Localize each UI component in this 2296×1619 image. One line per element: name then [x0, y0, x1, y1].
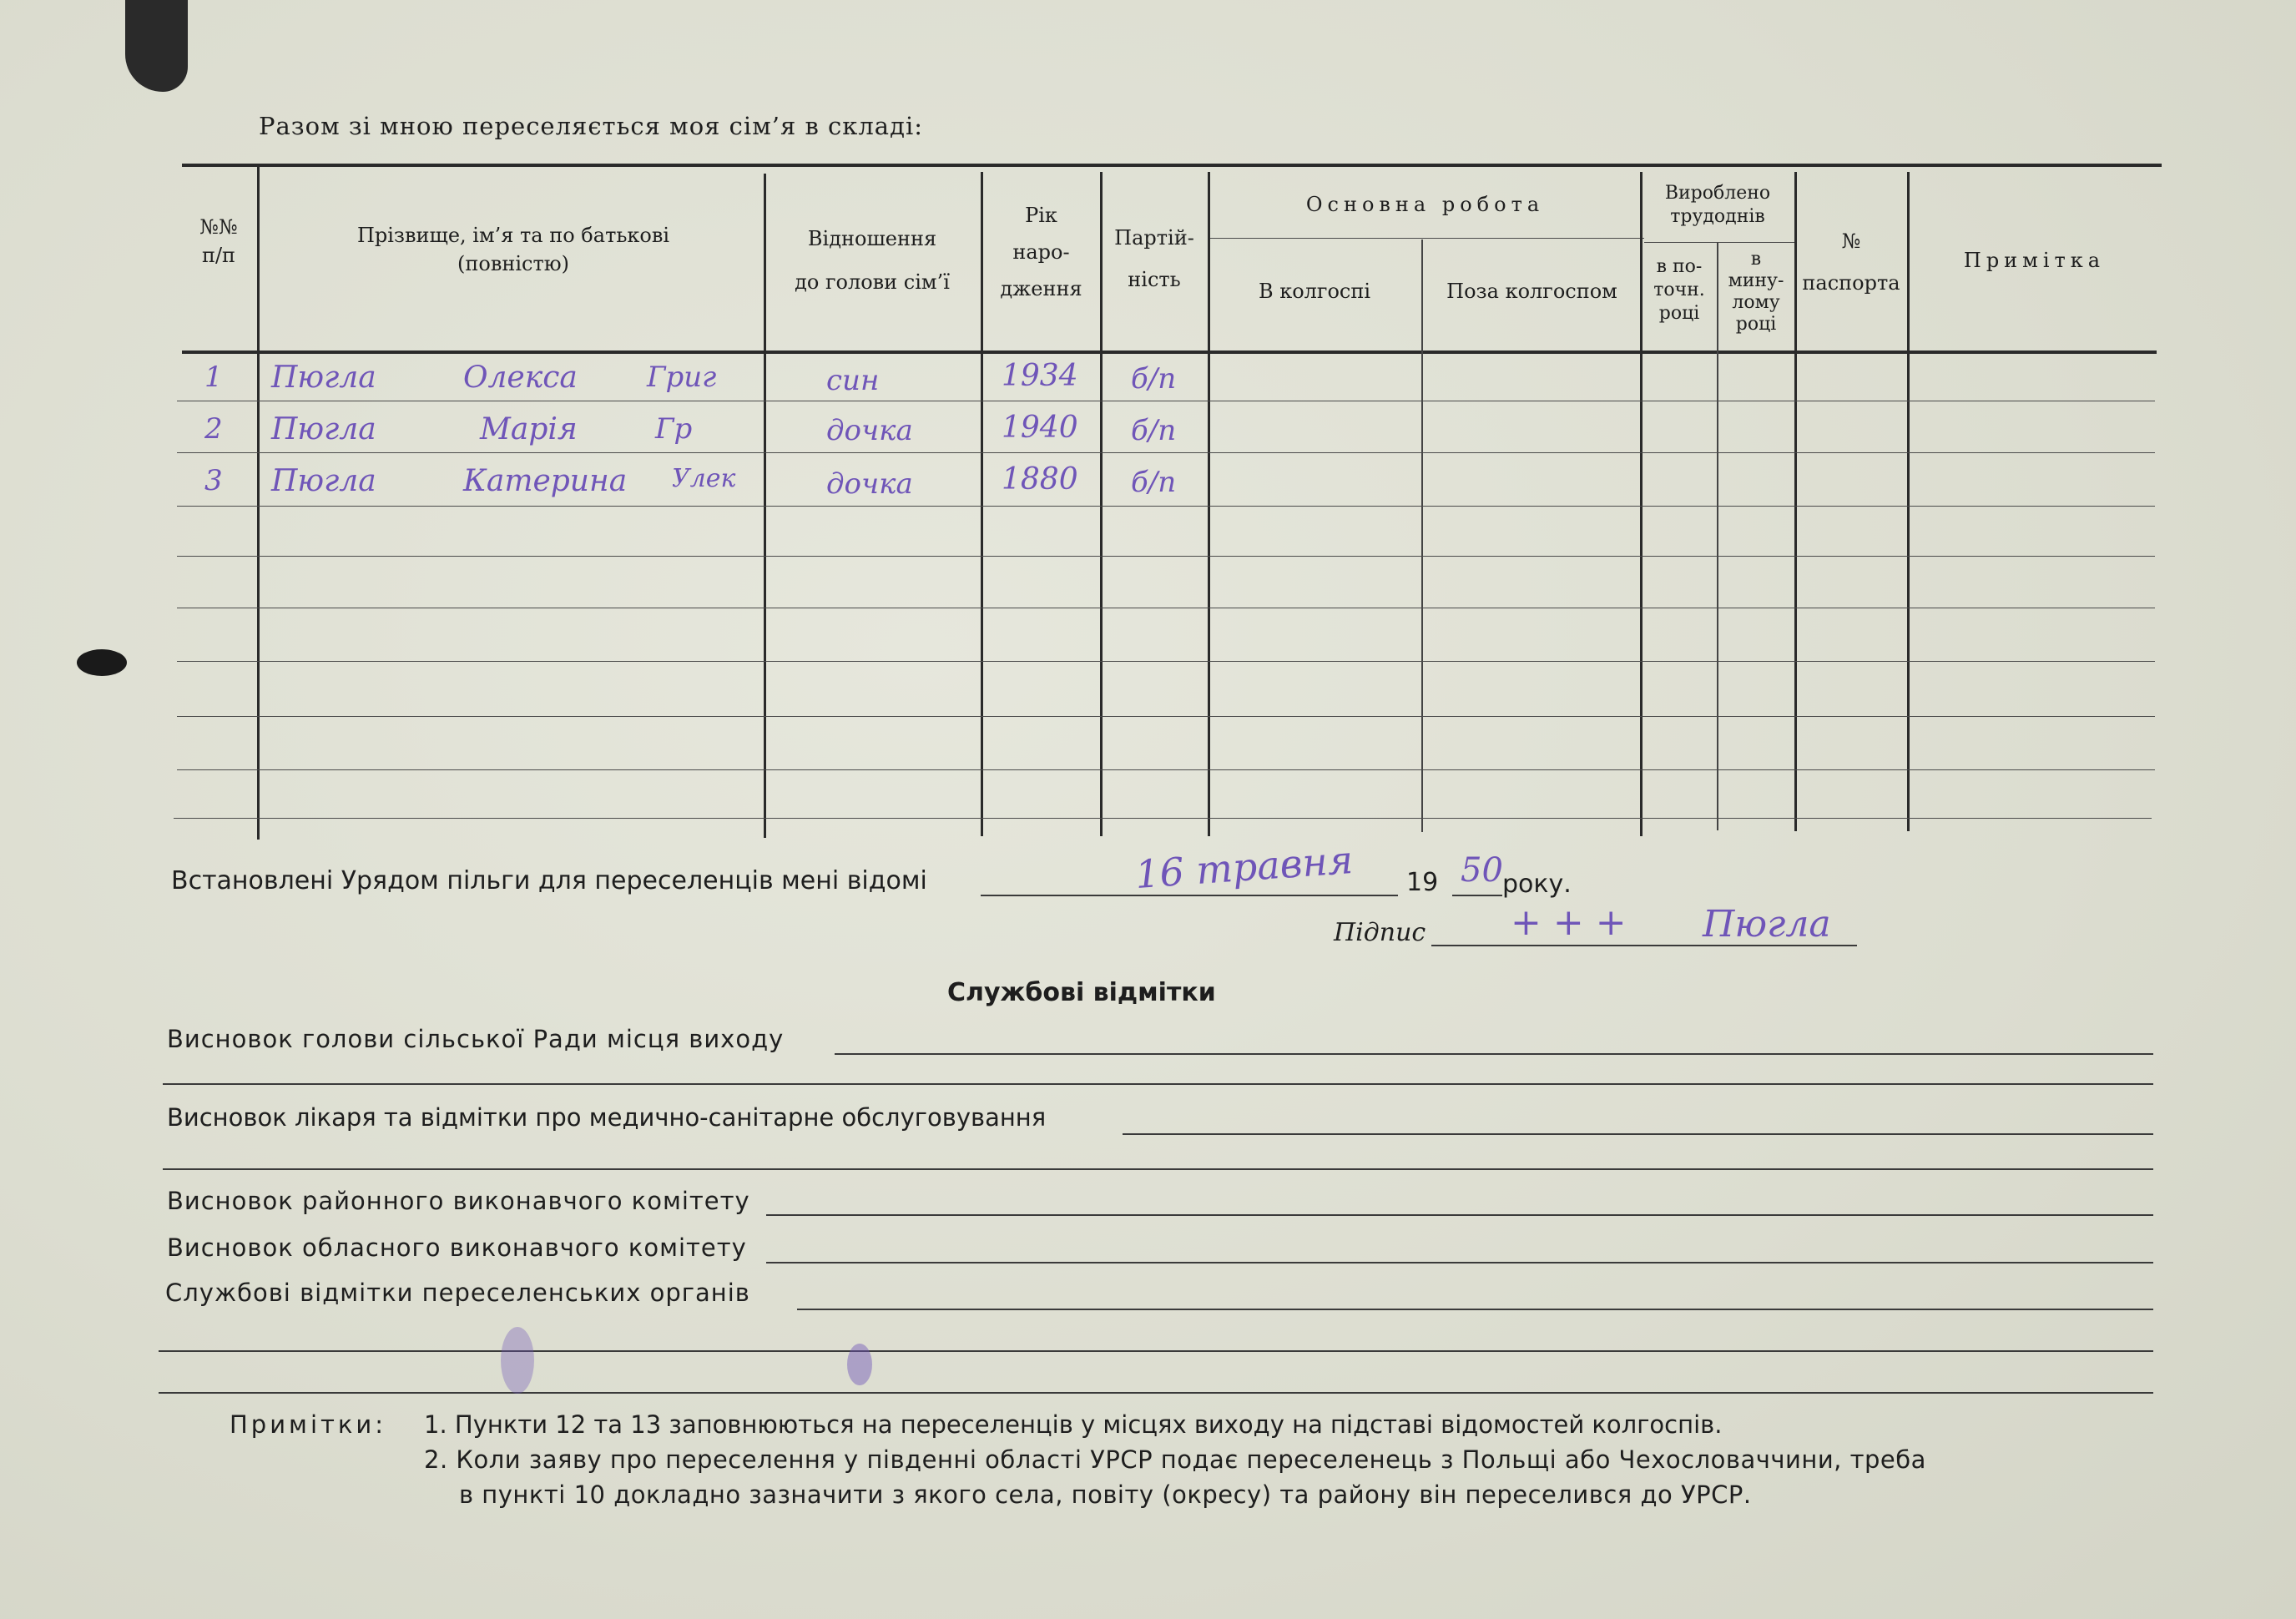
row-relation: дочка — [826, 467, 913, 501]
row-patronymic: Улек — [672, 464, 736, 493]
row-patronymic: Григ — [647, 361, 717, 394]
header-passport: № паспорта — [1802, 229, 1900, 295]
torn-corner — [125, 0, 188, 92]
row-num: 1 — [204, 361, 223, 394]
row-surname: Пюгла — [271, 464, 376, 498]
row-year: 1934 — [1002, 359, 1078, 393]
header-note: Примітка — [1963, 249, 2106, 272]
benefits-statement: Встановлені Урядом пільги для переселенців мені відомі — [171, 866, 927, 895]
row-relation: дочка — [826, 414, 913, 447]
row-first-name: Олекса — [463, 361, 578, 395]
row-num: 2 — [204, 412, 223, 446]
year-prefix: 19 — [1406, 868, 1439, 897]
official-line-regional-committee: Висновок обласного виконавчого комітету — [167, 1233, 747, 1262]
signature-marks: + + + — [1511, 901, 1627, 944]
row-relation: син — [826, 364, 880, 397]
family-intro: Разом зі мною переселяється моя сім’я в складі: — [259, 112, 924, 140]
official-marks-title: Службові відмітки — [947, 978, 1216, 1007]
header-main-work: Основна робота — [1305, 193, 1545, 216]
official-line-village-council: Висновок голови сільської Ради місця виходу — [167, 1025, 785, 1053]
header-party: Партій- ність — [1114, 226, 1194, 291]
row-first-name: Марія — [480, 412, 578, 446]
header-num: №№ п/п — [199, 215, 238, 267]
row-party: б/п — [1131, 414, 1177, 447]
row-year: 1880 — [1002, 462, 1078, 497]
header-in-kolkhoz: В колгоспі — [1258, 280, 1371, 303]
row-party: б/п — [1131, 362, 1177, 396]
row-num: 3 — [204, 464, 223, 497]
ink-stamp-mark — [847, 1344, 872, 1385]
punch-hole — [77, 649, 127, 676]
row-year: 1940 — [1002, 411, 1078, 445]
year-suffix: року. — [1502, 870, 1572, 899]
note-item-3: в пункті 10 докладно зазначити з якого села, повіту (окресу) та району він переселився до УРСР. — [459, 1480, 1752, 1509]
official-line-doctor: Висновок лікаря та відмітки про медично-санітарне обслуговування — [167, 1103, 1047, 1132]
year-handwritten: 50 — [1461, 851, 1503, 890]
note-item-2: 2. Коли заяву про переселення у південні області УРСР подає переселенець з Польщі або Чехословаччини, треба — [424, 1445, 1926, 1474]
official-line-resettlement-bodies: Службові відмітки переселенських органів — [165, 1279, 750, 1307]
signature-label: Підпис — [1334, 918, 1426, 947]
row-party: б/п — [1131, 466, 1177, 499]
official-line-district-committee: Висновок районного виконавчого комітету — [167, 1187, 750, 1215]
header-relation: Відношення до голови сім’ї — [795, 227, 950, 294]
notes-label: Примітки: — [230, 1410, 387, 1439]
row-first-name: Катерина — [463, 464, 628, 498]
row-surname: Пюгла — [271, 412, 376, 446]
header-name: Прізвище, ім’я та по батькові (повністю) — [356, 224, 670, 275]
header-birth-year: Рік наро- дження — [1000, 204, 1082, 300]
ink-stamp-mark — [501, 1327, 534, 1394]
row-patronymic: Гр — [655, 412, 693, 446]
header-last-year: в мину- лому році — [1728, 249, 1784, 335]
note-item-1: 1. Пункти 12 та 13 заповнюються на переселенців у місцях виходу на підставі відомостей колгоспів. — [424, 1410, 1723, 1439]
header-current-year: в по- точн. році — [1653, 256, 1705, 324]
benefits-date: 16 травня — [1133, 836, 1355, 898]
header-outside-kolkhoz: Поза колгоспом — [1446, 280, 1617, 303]
header-workdays: Вироблено трудоднів — [1664, 183, 1771, 227]
row-surname: Пюгла — [271, 361, 376, 395]
signature-name: Пюгла — [1703, 903, 1831, 946]
